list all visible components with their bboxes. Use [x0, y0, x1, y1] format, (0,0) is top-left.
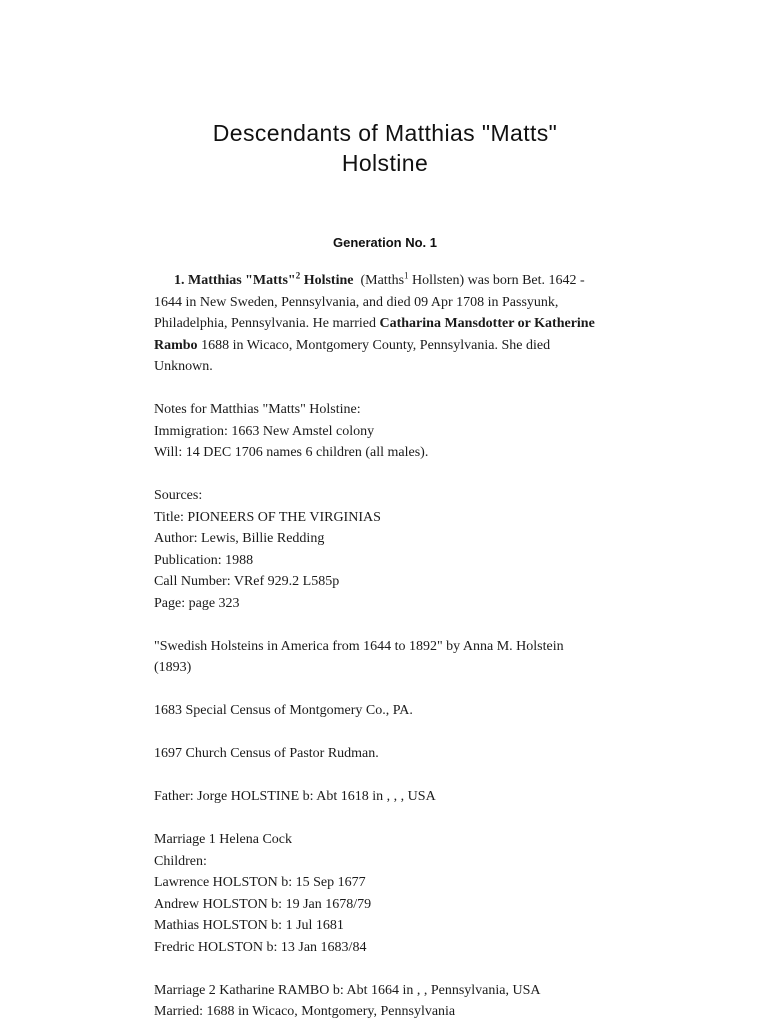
marriage-2-line: Marriage 2 Katharine RAMBO b: Abt 1664 in , , Pennsylvania, USA [154, 982, 541, 998]
notes-line: Notes for Matthias "Matts" Holstine: [154, 402, 361, 417]
entry-rest: 1688 in Wicaco, Montgomery County, Pennsylvania. She died Unknown. [154, 337, 551, 374]
child-line: Mathias HOLSTON b: 1 Jul 1681 [154, 918, 344, 933]
father-line: Father: Jorge HOLSTINE b: Abt 1618 in , , , USA [154, 789, 436, 804]
sources-line: Title: PIONEERS OF THE VIRGINIAS [154, 509, 381, 525]
notes-block [154, 399, 604, 464]
swedish-reference: "Swedish Holsteins in America from 1644 to 1892" by Anna M. Holstein (1893) [154, 638, 564, 675]
marriage-1-line: Children: [154, 853, 207, 869]
document-title [0, 118, 770, 178]
title-line-1: Descendants of Matthias "Matts" [212, 120, 558, 146]
document-body [154, 270, 604, 1024]
child-line: Fredric HOLSTON b: 13 Jan 1683/84 [154, 939, 367, 955]
census-1683: 1683 Special Census of Montgomery Co., PA. [154, 703, 413, 718]
entry-parent-rest: Hollsten) was born Bet. 1642 - 1644 in New Sweden, Pennsylvania, and died 09 Apr 1708 in Passyunk, Philadelphia, Pennsylvania. He married [154, 273, 585, 331]
sources-block [154, 485, 604, 614]
entry-name: Matthias "Matts" [188, 273, 296, 288]
entry-paragraph [154, 270, 604, 378]
sources-line: Publication: 1988 [154, 552, 254, 568]
generation-heading: Generation No. 1 [332, 235, 438, 250]
marriage-2-block [154, 980, 604, 1023]
title-line-2: Holstine [341, 150, 429, 176]
sources-line: Call Number: VRef 929.2 L585p [154, 574, 340, 589]
marriage-1-block [154, 829, 604, 958]
census-1697: 1697 Church Census of Pastor Rudman. [154, 746, 379, 761]
entry-name-sup: 2 [295, 270, 301, 281]
marriage-2-line: Married: 1688 in Wicaco, Montgomery, Pennsylvania [154, 1004, 456, 1019]
notes-line: Immigration: 1663 New Amstel colony [154, 423, 375, 439]
sources-line: Sources: [154, 488, 203, 503]
entry-number: 1. [174, 273, 185, 288]
entry-parent-sup: 1 [404, 270, 409, 281]
child-line: Andrew HOLSTON b: 19 Jan 1678/79 [154, 896, 372, 912]
notes-line: Will: 14 DEC 1706 names 6 children (all males). [154, 445, 429, 460]
sources-line: Page: page 323 [154, 595, 240, 611]
entry-parent-prefix: (Matths [360, 273, 405, 288]
entry-spouse: Catharina Mansdotter or Katherine Rambo [154, 316, 595, 353]
sources-line: Author: Lewis, Billie Redding [154, 531, 325, 546]
child-line: Lawrence HOLSTON b: 15 Sep 1677 [154, 875, 366, 890]
entry-name-suffix: Holstine [303, 273, 354, 288]
marriage-1-line: Marriage 1 Helena Cock [154, 832, 292, 847]
